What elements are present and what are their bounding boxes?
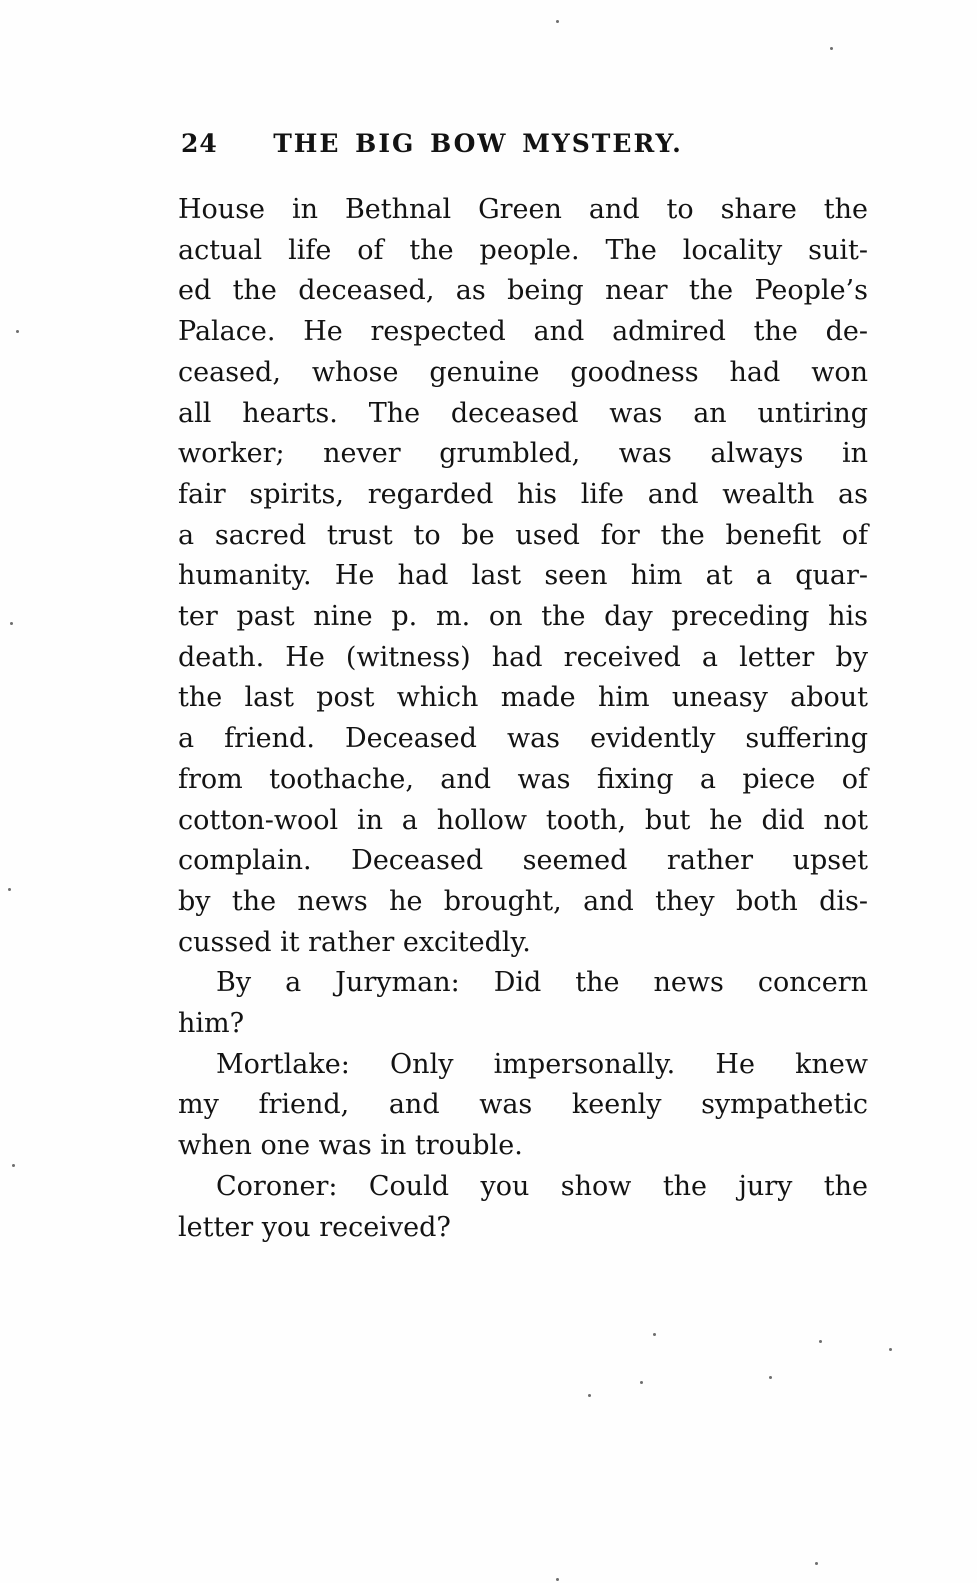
scan-speck xyxy=(556,1578,559,1581)
text-line: fair spirits, regarded his life and wealth as xyxy=(178,478,868,510)
scan-speck xyxy=(12,1164,15,1167)
text-line: Coroner: Could you show the jury the xyxy=(216,1170,868,1202)
scan-speck xyxy=(815,1562,818,1565)
text-line: Palace. He respected and admired the de- xyxy=(178,316,868,348)
text-line: By a Juryman: Did the news concern xyxy=(216,967,868,999)
text-line: a friend. Deceased was evidently suffering xyxy=(178,723,868,755)
text-line: death. He (witness) had received a letter by xyxy=(178,641,868,673)
text-line: him? xyxy=(178,1008,245,1040)
text-line: actual life of the people. The locality suit- xyxy=(178,234,868,266)
text-line: letter you received? xyxy=(178,1211,451,1243)
scan-speck xyxy=(819,1340,822,1343)
text-line: by the news he brought, and they both dis- xyxy=(178,885,868,917)
page-number: 24 xyxy=(181,129,218,158)
text-line: a sacred trust to be used for the benefit of xyxy=(178,519,868,551)
text-line: my friend, and was keenly sympathetic xyxy=(178,1089,868,1121)
text-line: cussed it rather excitedly. xyxy=(178,926,531,958)
text-line: from toothache, and was fixing a piece of xyxy=(178,763,868,795)
text-line: Mortlake: Only impersonally. He knew xyxy=(216,1048,868,1080)
text-line: complain. Deceased seemed rather upset xyxy=(178,845,868,877)
text-line: when one was in trouble. xyxy=(178,1130,523,1162)
scan-speck xyxy=(588,1394,591,1397)
page-text xyxy=(178,190,868,1248)
text-line: ed the deceased, as being near the People’s xyxy=(178,275,868,307)
scan-speck xyxy=(8,888,11,891)
running-title: THE BIG BOW MYSTERY. xyxy=(273,129,683,158)
text-line: House in Bethnal Green and to share the xyxy=(178,194,868,225)
scan-speck xyxy=(640,1381,643,1384)
text-line: worker; never grumbled, was always in xyxy=(178,438,868,470)
text-line: cotton-wool in a hollow tooth, but he did not xyxy=(178,804,868,836)
scan-speck xyxy=(556,20,559,23)
scan-speck xyxy=(10,622,13,625)
text-line: ter past nine p. m. on the day preceding his xyxy=(178,601,868,633)
paragraph xyxy=(178,963,868,1044)
text-line: ceased, whose genuine goodness had won xyxy=(178,356,868,388)
running-head xyxy=(178,129,868,163)
paragraph xyxy=(178,1045,868,1167)
scan-speck xyxy=(889,1348,892,1351)
text-line: all hearts. The deceased was an untiring xyxy=(178,397,868,429)
text-line: the last post which made him uneasy about xyxy=(178,682,868,714)
text-line: humanity. He had last seen him at a quar- xyxy=(178,560,868,592)
paragraph xyxy=(178,190,868,963)
scan-speck xyxy=(653,1333,656,1336)
scan-speck xyxy=(830,47,833,50)
paragraph xyxy=(178,1167,868,1248)
scan-speck xyxy=(16,330,19,333)
scan-speck xyxy=(769,1376,772,1379)
